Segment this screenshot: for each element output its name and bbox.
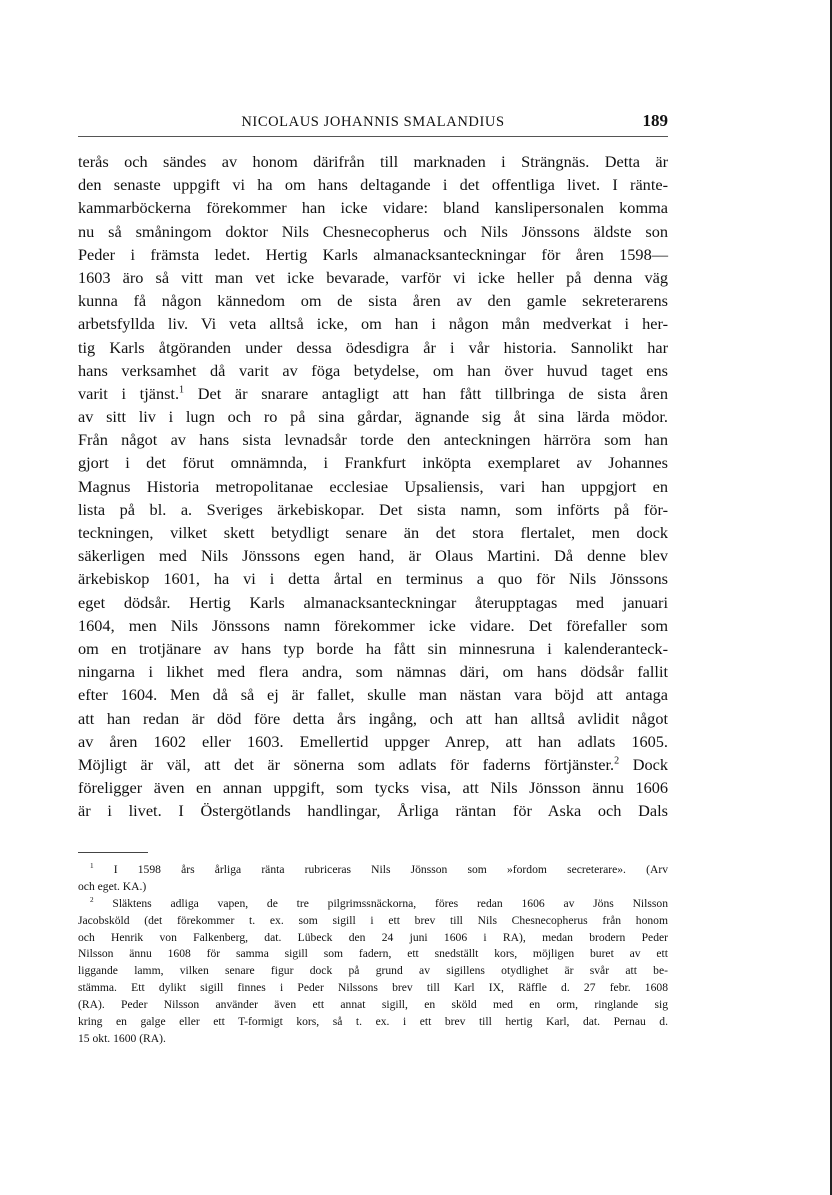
footnote-line: Nilsson ännu 1608 för samma sigill som fadern, ett snedställt kors, möjligen buret av ett xyxy=(78,947,668,961)
footnote-2-marker: 2 xyxy=(90,895,94,904)
footnote-line: och eget. KA.) xyxy=(78,879,147,893)
body-line: 1603 äro så vitt man vet icke bevarade, varför vi icke heller på denna väg xyxy=(78,267,668,287)
body-line: Magnus Historia metropolitanae ecclesiae Upsaliensis, vari han uppgjort en xyxy=(78,476,668,496)
body-line: teckningen, vilket skett betydligt senare än det stora flertalet, men dock xyxy=(78,523,668,542)
footnote-line: Jacobsköld (det förekommer t. ex. som sigill i ett brev till Nils Chesnecopherus från honom xyxy=(78,913,668,927)
footnote-2 xyxy=(78,896,668,913)
body-line: den senaste uppgift vi ha om hans deltagande i det offentliga livet. I ränte- xyxy=(78,175,668,195)
body-line: efter 1604. Men då så ej är fallet, skulle man nästan vara böjd att antaga xyxy=(78,685,668,705)
body-line-text: Dock xyxy=(619,754,668,774)
body-line: arbetsfyllda liv. Vi veta alltså icke, om han i någon mån medverkat i her- xyxy=(78,314,668,334)
body-line-text: varit i tjänst. xyxy=(78,383,180,403)
body-line-with-footnote-1 xyxy=(78,382,668,405)
body-text xyxy=(78,150,668,822)
body-line: är i livet. I Östergötlands handlingar, Årliga räntan för Aska och Dals xyxy=(78,801,668,821)
footnote-marker-2[interactable]: 2 xyxy=(614,755,620,767)
footnote-line: stämma. Ett dylikt sigill finnes i Peder Nilssons brev till Karl IX, Räffle d. 27 febr. 1608 xyxy=(78,981,668,995)
page-number: 189 xyxy=(642,111,668,130)
footnote-line: liggande lamm, vilken senare figur dock på grund av sigillens otydlighet är svår att be- xyxy=(78,964,668,978)
footnote-1 xyxy=(78,862,668,879)
body-line-text: Möjligt är väl, att det är sönerna som adlats för faderns förtjänster. xyxy=(78,754,615,774)
body-line: terås och sändes av honom därifrån till marknaden i Strängnäs. Detta är xyxy=(78,152,668,171)
body-line: föreligger även en annan uppgift, som tycks visa, att Nils Jönsson ännu 1606 xyxy=(78,778,668,798)
body-line: kammarböckerna förekommer han icke vidare: bland kanslipersonalen komma xyxy=(78,198,668,218)
body-line-with-footnote-2 xyxy=(78,753,668,776)
body-line: nu så småningom doktor Nils Chesnecopherus och Nils Jönssons äldste son xyxy=(78,221,668,241)
body-line: Från något av hans sista levnadsår torde den anteckningen härröra som han xyxy=(78,430,668,450)
body-line: lista på bl. a. Sveriges ärkebiskopar. Det sista namn, som införts på för- xyxy=(78,499,668,519)
body-line: ningarna i likhet med flera andra, som nämnas däri, om hans dödsår fallit xyxy=(78,662,668,682)
body-line: eget dödsår. Hertig Karls almanacksanteckningar återupptagas med januari xyxy=(78,592,668,612)
footnote-line: och Henrik von Falkenberg, dat. Lübeck den 24 juni 1606 i RA), medan brodern Peder xyxy=(78,930,668,944)
body-line: säkerligen med Nils Jönssons egen hand, är Olaus Martini. Då denne blev xyxy=(78,546,668,566)
body-line: Peder i främsta ledet. Hertig Karls almanacksanteckningar för åren 1598— xyxy=(78,244,668,264)
footnote-text: I 1598 års årliga ränta rubriceras Nils Jönsson som »fordom secreterare». (Arv xyxy=(93,863,668,876)
footnote-line: 15 okt. 1600 (RA). xyxy=(78,1031,166,1045)
footnote-marker-1[interactable]: 1 xyxy=(179,384,185,396)
footnote-rule xyxy=(78,852,148,853)
body-line: av sitt liv i lugn och ro på sina gårdar, ägnande sig åt sina lärda mödor. xyxy=(78,407,668,427)
body-line: ärkebiskop 1601, ha vi i detta årtal en terminus a quo för Nils Jönssons xyxy=(78,569,668,589)
body-line: om en trotjänare av hans typ borde ha fått sin minnesruna i kalenderanteck- xyxy=(78,638,668,658)
body-line: av åren 1602 eller 1603. Emellertid uppger Anrep, att han adlats 1605. xyxy=(78,731,668,751)
body-line: 1604, men Nils Jönssons namn förekommer icke vidare. Det förefaller som xyxy=(78,615,668,635)
footnote-line: (RA). Peder Nilsson använder även ett annat sigill, en sköld med en orm, ringlande sig xyxy=(78,998,668,1012)
footnote-1-marker: 1 xyxy=(90,862,94,871)
body-line: kunna få någon kännedom om de sista åren av den gamle sekreterarens xyxy=(78,291,668,311)
body-line: tig Karls åtgöranden under dessa ödesdigra år i vår historia. Sannolikt har xyxy=(78,337,668,357)
footnote-line: kring en galge eller ett T-formigt kors, så t. ex. i ett brev till hertig Karl, dat. Pernau d. xyxy=(78,1015,668,1029)
body-line: gjort i det förut omnämnda, i Frankfurt inköpta exemplaret av Johannes xyxy=(78,453,668,473)
body-line: hans verksamhet då varit av föga betydelse, om han över huvud taget ens xyxy=(78,360,668,380)
body-line: att han redan är död före detta års ingång, och att han alltså avlidit något xyxy=(78,708,668,728)
running-head xyxy=(78,112,668,137)
footnotes xyxy=(78,862,668,1048)
footnote-text: Släktens adliga vapen, de tre pilgrimssnäckorna, föres redan 1606 av Jöns Nilsson xyxy=(93,896,668,910)
running-title: NICOLAUS JOHANNIS SMALANDIUS xyxy=(241,114,505,130)
body-line-text: Det är snarare antagligt att han fått tillbringa de sista åren xyxy=(184,383,668,403)
